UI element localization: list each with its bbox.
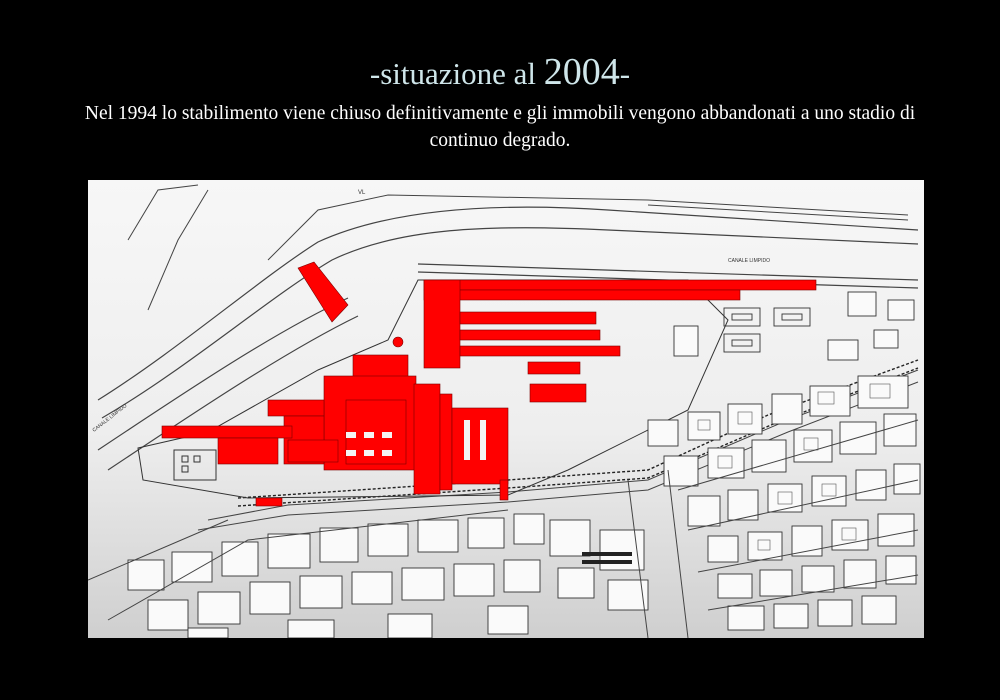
building-row-2 bbox=[460, 330, 600, 340]
building-west-5 bbox=[288, 440, 338, 462]
site-plan-svg bbox=[88, 180, 924, 638]
building-east-2 bbox=[530, 384, 586, 402]
building-long-1 bbox=[424, 280, 816, 290]
canal-label-upper: CANALE LIMPIDO bbox=[728, 258, 770, 264]
building-east-1 bbox=[528, 362, 580, 374]
building-west-4 bbox=[218, 438, 278, 464]
building-south-east bbox=[500, 480, 508, 500]
building-west-1 bbox=[268, 400, 324, 416]
title-year: 2004 bbox=[543, 51, 620, 93]
building-long-2 bbox=[424, 290, 740, 300]
title-suffix: - bbox=[619, 56, 631, 91]
building-silo bbox=[393, 337, 403, 347]
building-row-1 bbox=[460, 312, 596, 324]
building-hall-1 bbox=[414, 384, 440, 494]
building-hall-2 bbox=[440, 394, 452, 490]
slide-title bbox=[0, 52, 1000, 94]
north-mark: VL bbox=[358, 190, 366, 196]
building-south-small bbox=[256, 498, 282, 506]
building-west-3 bbox=[162, 426, 292, 438]
building-row-3 bbox=[460, 346, 620, 356]
title-prefix: -situazione al bbox=[369, 56, 544, 91]
canal-label-left: CANALE LIMPIDO bbox=[91, 403, 129, 434]
building-block-north bbox=[424, 280, 460, 368]
slide-subtitle: Nel 1994 lo stabilimento viene chiuso definitivamente e gli immobili vengono abbandonati a uno stadio di continuo degrado. bbox=[84, 103, 916, 151]
site-plan-map bbox=[88, 180, 924, 638]
